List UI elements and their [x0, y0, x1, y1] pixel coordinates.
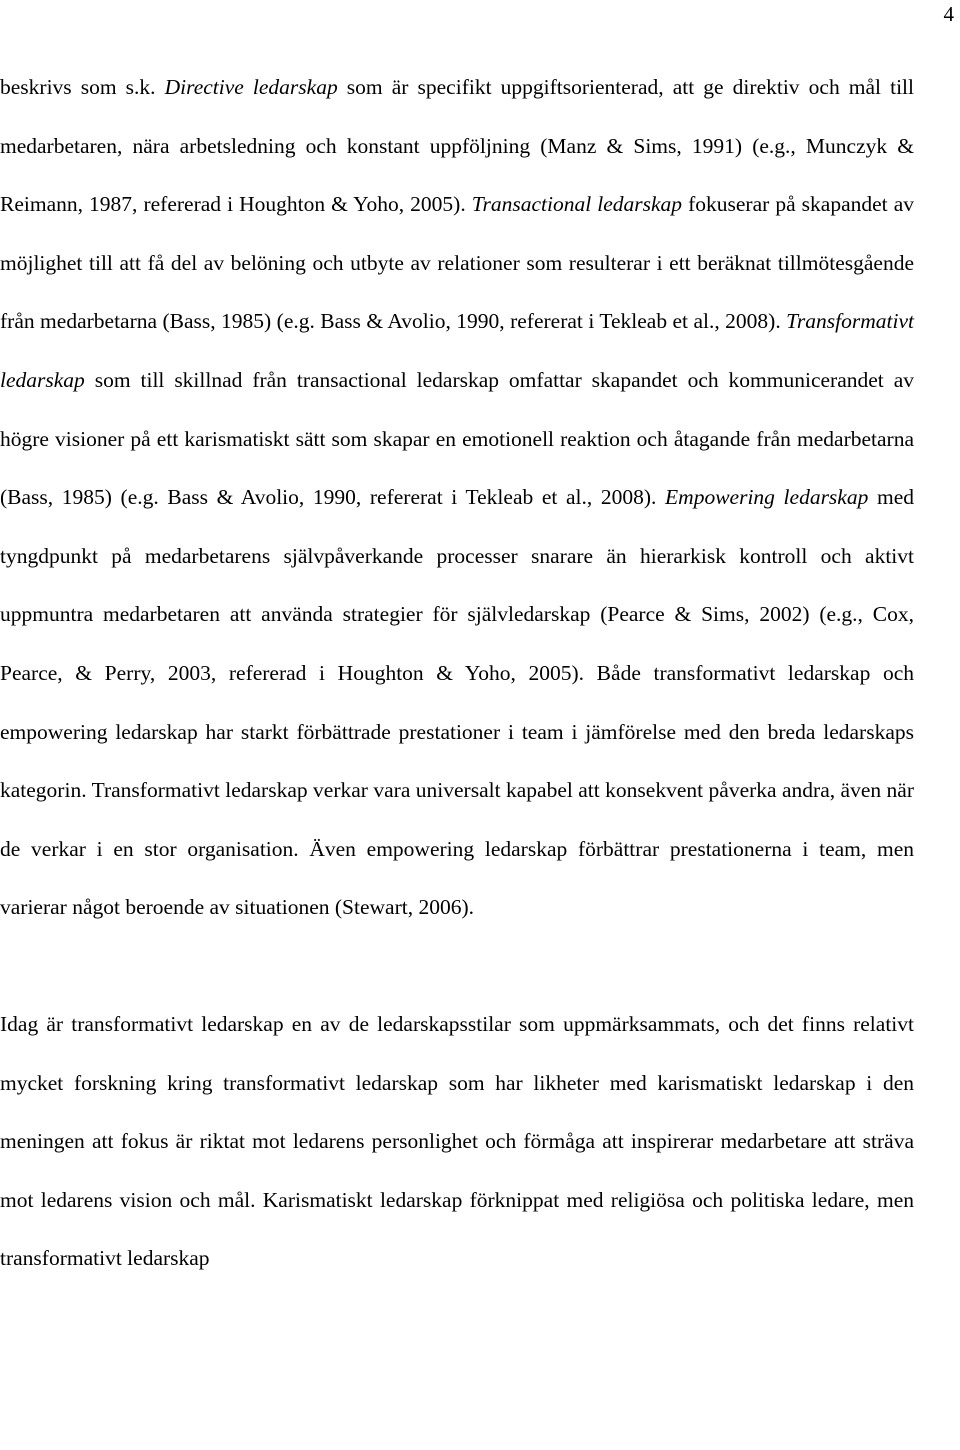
text-run: Idag är transformativt ledarskap en av de ledarskapsstilar som uppmärksammats, och det finns relativt mycket forskning kring transformativt ledarskap som har likheter med karismatiskt ledarskap i den meningen att fokus är riktat mot ledarens personlighet och förmåga att inspirerar medarbetare att sträva mot ledarens vision och mål. Karismatiskt ledarskap förknippat med religiösa och politiska ledare, men transformativt ledarskap: [0, 1011, 914, 1271]
text-run: som är specifikt uppgiftsorienterad, att ge direktiv och mål till medarbetaren, nära arbetsledning och konstant uppföljning (Manz & Sims, 1991) (e.g., Munczyk & Reimann, 1987, refererad i Houghton & Yoho, 2005).: [0, 75, 914, 217]
page-number: 4: [943, 2, 954, 26]
paragraph-leadership-styles: [0, 58, 914, 937]
italic-term: Transactional ledarskap: [471, 192, 683, 217]
text-run: som till skillnad från transactional ledarskap omfattar skapandet och kommunicerandet av högre visioner på ett karismatiskt sätt som skapar en emotionell reaktion och åtagande från medarbetarna (Bass, 1985) (e.g. Bass & Avolio, 1990, refererat i Tekleab et al., 2008).: [0, 367, 914, 510]
italic-term: Empowering ledarskap: [665, 485, 869, 510]
paragraph-transformative-leadership: [0, 995, 914, 1288]
text-run: beskrivs som s.k.: [0, 75, 165, 99]
text-run: fokuserar på skapandet av möjlighet till att få del av belöning och utbyte av relationer som resulterar i ett beräknat tillmötesgående från medarbetarna (Bass, 1985) (e.g. Bass & Avolio, 1990, refererat i Tekleab et al., 2008).: [0, 192, 914, 334]
text-run: med tyngdpunkt på medarbetarens självpåverkande processer snarare än hierarkisk kontroll och aktivt uppmuntra medarbetaren att använda strategier för självledarskap (Pearce & Sims, 2002) (e.g., Cox, Pearce, & Perry, 2003, refererad i Houghton & Yoho, 2005). Både transformativt ledarskap och empowering ledarskap har starkt förbättrade prestationer i team i jämförelse med den breda ledarskaps kategorin. Transformativt ledarskap verkar vara universalt kapabel att konsekvent påverka andra, även när de verkar i en stor organisation. Även empowering ledarskap förbättrar prestationerna i team, men varierar något beroende av situationen (Stewart, 2006).: [0, 485, 914, 920]
italic-term: Directive ledarskap: [164, 75, 338, 99]
italic-term: Transformativt ledarskap: [0, 309, 914, 392]
document-body: [0, 58, 914, 1288]
